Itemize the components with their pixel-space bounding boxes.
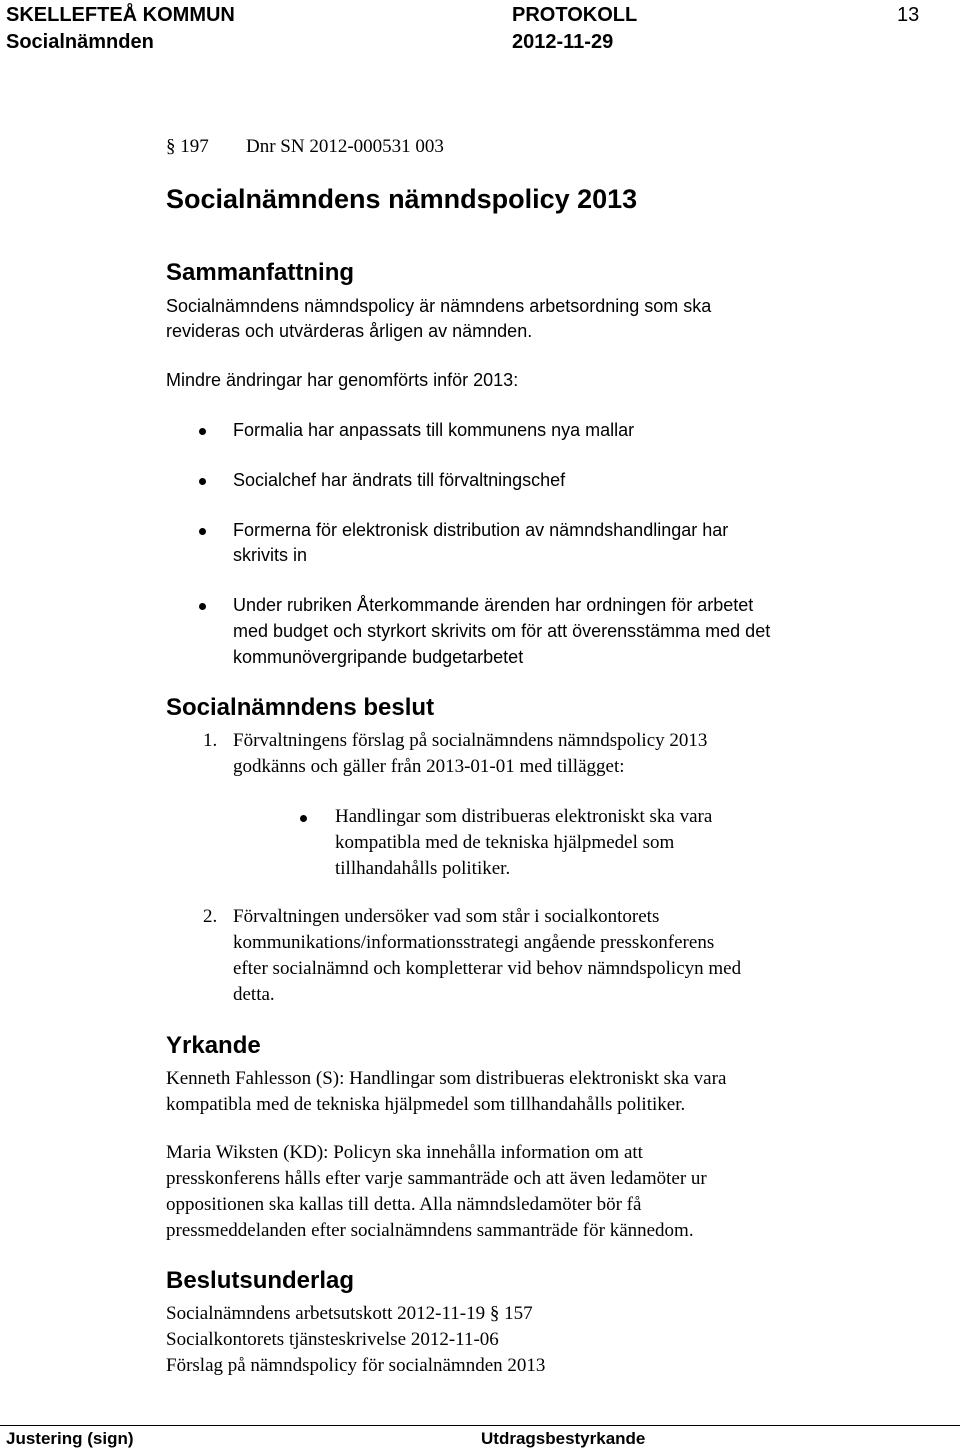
summary-bullet-1: Formalia har anpassats till kommunens nya mallar [233,420,635,440]
summary-bullet-3-line-1: Formerna för elektronisk distribution av nämndshandlingar har [233,520,729,540]
summary-bullet-2: Socialchef har ändrats till förvaltningschef [233,470,566,490]
bullet-icon [199,603,206,610]
header-date: 2012-11-29 [512,31,614,53]
bullet-icon [300,815,307,822]
motion-2-line-4: pressmeddelanden efter socialnämndens sammanträde för kännedom. [166,1220,694,1241]
header-doc-type: PROTOKOLL [512,4,638,26]
decision-item-2-line-1: Förvaltningen undersöker vad som står i socialkontorets [233,906,660,927]
header-org: SKELLEFTEÅ KOMMUN [6,4,235,26]
case-section: § 197 [166,136,209,157]
bullet-icon [199,478,206,485]
summary-bullet-4-line-2: med budget och styrkort skrivits om för att överensstämma med det [233,621,771,641]
header-committee: Socialnämnden [6,31,154,53]
basis-line-3: Förslag på nämndspolicy för socialnämnden 2013 [166,1355,546,1376]
motion-2-line-1: Maria Wiksten (KD): Policyn ska innehålla information om att [166,1142,643,1163]
summary-line-1: Socialnämndens nämndspolicy är nämndens arbetsordning som ska [166,296,712,316]
summary-line-2: revideras och utvärderas årligen av nämnden. [166,321,533,341]
motion-1-line-1: Kenneth Fahlesson (S): Handlingar som distribueras elektroniskt ska vara [166,1068,727,1089]
motions-heading: Yrkande [166,1032,261,1059]
summary-bullet-4-line-3: kommunövergripande budgetarbetet [233,647,524,667]
decision-item-1-number: 1. [203,730,218,751]
summary-bullet-3-line-2: skrivits in [233,545,308,565]
decision-item-2-line-2: kommunikations/informationsstrategi angående presskonferens [233,932,715,953]
basis-heading: Beslutsunderlag [166,1267,355,1294]
decision-item-2-line-3: efter socialnämnd och kompletterar vid behov nämndspolicyn med [233,958,742,979]
summary-intro: Mindre ändringar har genomförts inför 2013: [166,370,519,390]
footer-certification-label: Utdragsbestyrkande [481,1429,646,1448]
decision-item-1-line-1: Förvaltningens förslag på socialnämndens nämndspolicy 2013 [233,730,708,751]
summary-bullet-4-line-1: Under rubriken Återkommande ärenden har ordningen för arbetet [233,595,754,615]
decision-heading: Socialnämndens beslut [166,694,435,721]
page-title: Socialnämndens nämndspolicy 2013 [166,184,638,214]
decision-item-2-line-4: detta. [233,984,275,1005]
basis-line-2: Socialkontorets tjänsteskrivelse 2012-11-06 [166,1329,499,1350]
case-dnr: Dnr SN 2012-000531 003 [246,136,444,157]
header-page-number: 13 [897,4,920,26]
bullet-icon [199,528,206,535]
decision-item-2-number: 2. [203,906,218,927]
decision-sub-bullet-line-3: tillhandahålls politiker. [335,858,511,879]
decision-sub-bullet-line-1: Handlingar som distribueras elektroniskt ska vara [335,806,713,827]
decision-item-1-line-2: godkänns och gäller från 2013-01-01 med tillägget: [233,756,625,777]
bullet-icon [199,428,206,435]
footer-divider [0,1425,960,1426]
footer-sign-label: Justering (sign) [6,1429,134,1448]
basis-line-1: Socialnämndens arbetsutskott 2012-11-19 § 157 [166,1303,533,1324]
decision-sub-bullet-line-2: kompatibla med de tekniska hjälpmedel som [335,832,675,853]
summary-heading: Sammanfattning [166,259,355,286]
motion-1-line-2: kompatibla med de tekniska hjälpmedel som tillhandahålls politiker. [166,1094,686,1115]
motion-2-line-3: oppositionen ska kallas till detta. Alla nämndsledamöter bör få [166,1194,642,1215]
motion-2-line-2: presskonferens hålls efter varje sammanträde och att även ledamöter ur [166,1168,707,1189]
